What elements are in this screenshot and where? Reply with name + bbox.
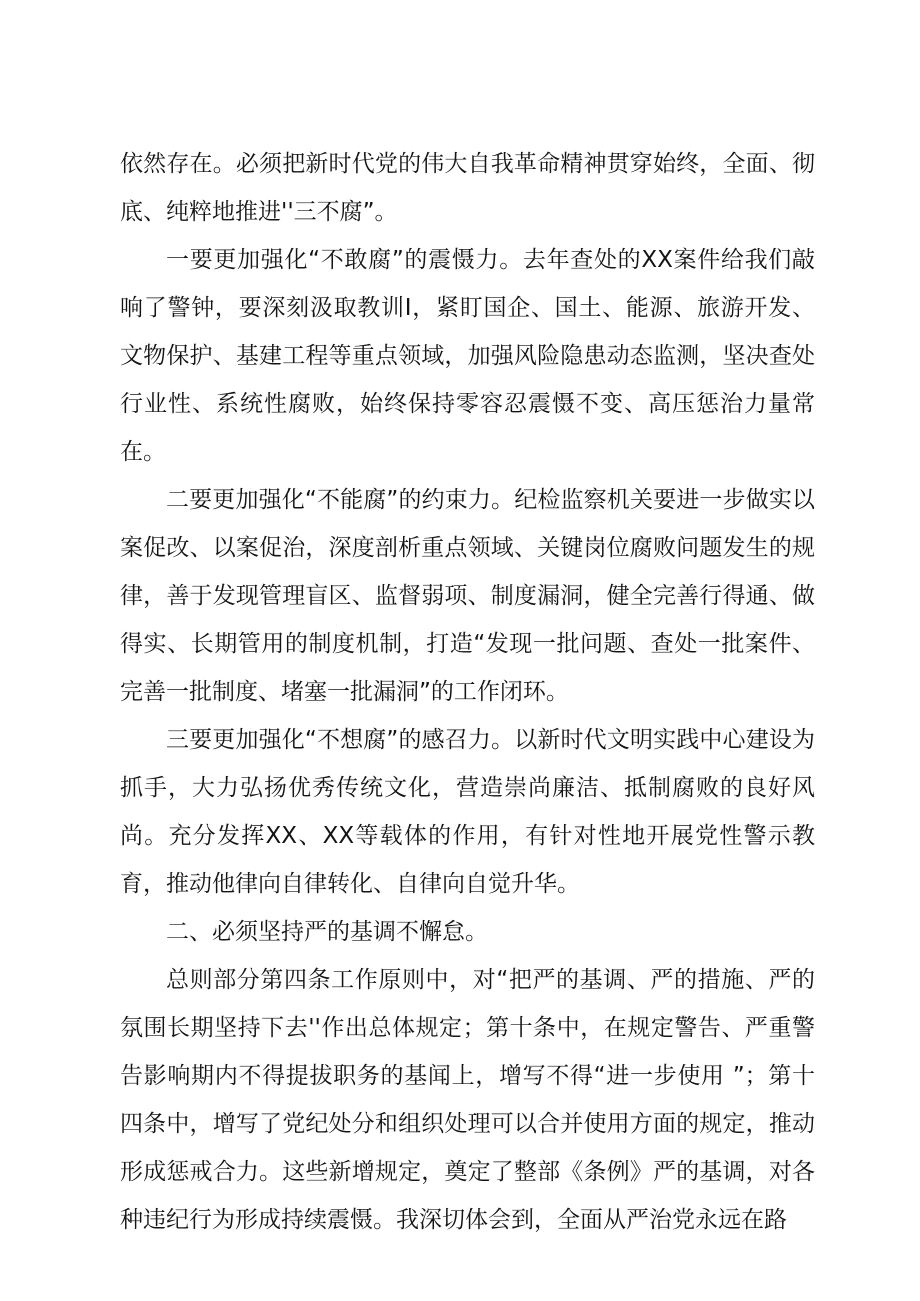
paragraph-4: 三要更加强化“不想腐”的感召力。以新时代文明实践中心建设为抓手，大力弘扬优秀传统文化，营造崇尚廉洁、抵制腐败的良好风尚。充分发挥XX、XX等载体的作用，有针对性地开展党性警示教育，推动他律向自律转化、自律向自觉升华。 — [120, 727, 815, 897]
section-heading: 二、必须坚持严的基调不懈怠。 — [166, 919, 488, 945]
paragraph-5: 总则部分第四条工作原则中，对“把严的基调、严的措施、严的氛围长期坚持下去''作出总体规定；第十条中，在规定警告、严重警告影响期内不得提拔职务的基闻上，增写不得“进一步使用 ”；第十四条中，增写了党纪处分和组织处理可以合并使用方面的规定，推动形成惩戒合力。这些新增规定，奠定了整部《条例》严的基调，对各种违纪行为形成持续震慑。我深切体会到，全面从严治党永远在路 — [120, 967, 815, 1233]
paragraph-1: 依然存在。必须把新时代党的伟大自我革命精神贯穿始终，全面、彻底、纯粹地推进''三不腐”。 — [120, 151, 815, 225]
paragraph-2: 一要更加强化“不敢腐”的震慑力。去年查处的XX案件给我们敲响了警钟，要深刻汲取教训I，紧盯国企、国土、能源、旅游开发、文物保护、基建工程等重点领域，加强风险隐患动态监测，坚决查处行业性、系统性腐败，始终保持零容忍震慑不变、高压惩治力量常在。 — [120, 247, 815, 465]
document-body — [120, 140, 815, 1244]
paragraph-3: 二要更加强化“不能腐”的约束力。纪检监察机关要进一步做实以案促改、以案促治，深度剖析重点领域、关键岗位腐败问题发生的规律，善于发现管理盲区、监督弱项、制度漏洞，健全完善行得通、做得实、长期管用的制度机制，打造“发现一批问题、查处一批案件、完善一批制度、堵塞一批漏洞”的工作闭环。 — [120, 487, 815, 705]
